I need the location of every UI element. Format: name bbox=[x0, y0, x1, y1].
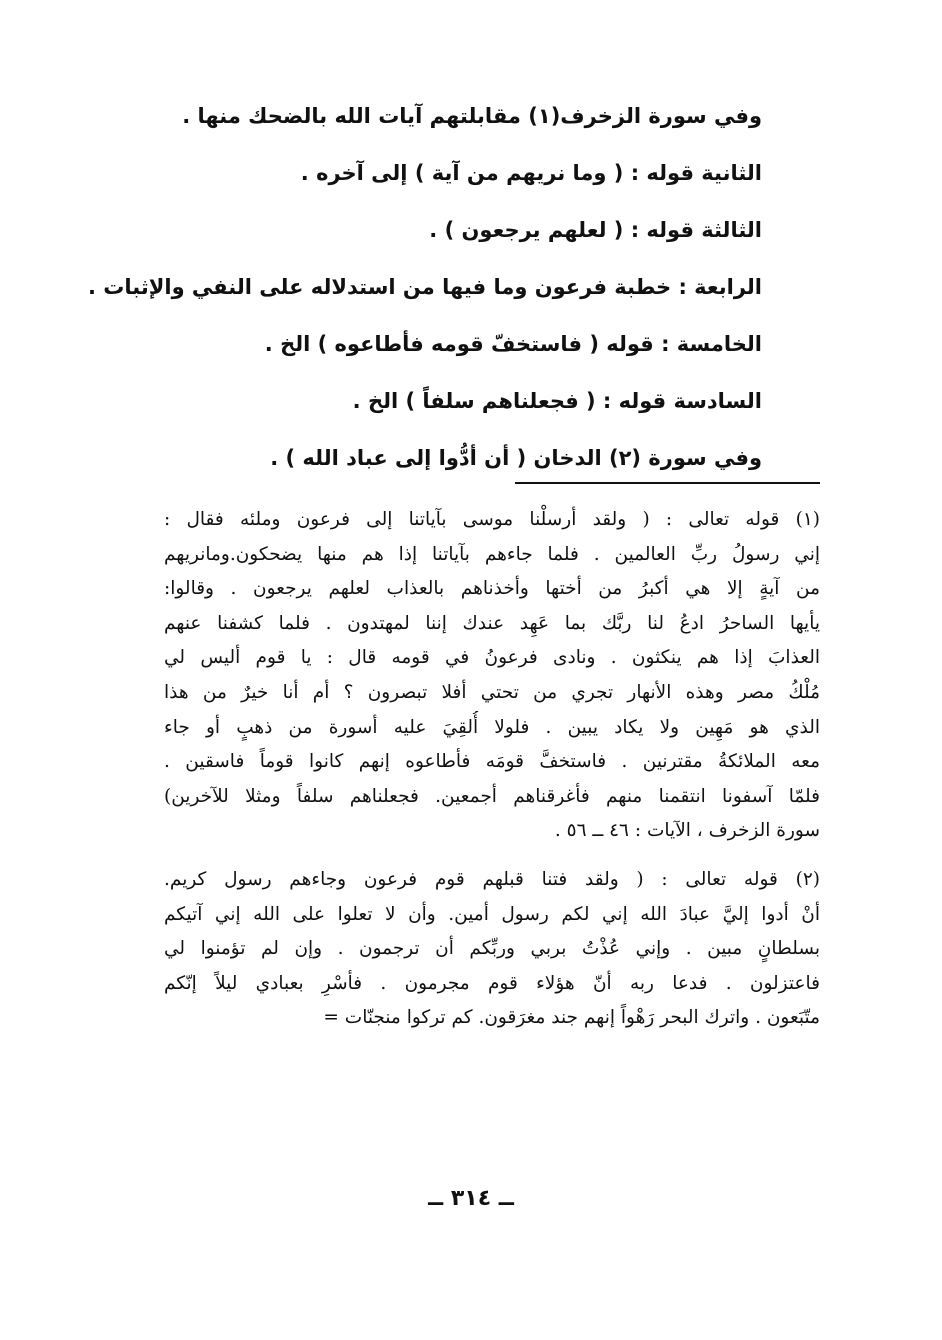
footnote-separator bbox=[515, 482, 820, 484]
footnote-line: من آيةٍ إلا هي أكبرُ من أختها وأخذناهم بالعذاب لعلهم يرجعون . وقالوا: bbox=[164, 578, 820, 600]
footnote-line: فاعتزلون . فدعا ربه أنّ هؤلاء قوم مجرمون . فأسْرِ بعبادي ليلاً إنّكم bbox=[164, 972, 820, 994]
footnote-2 bbox=[164, 863, 820, 1036]
footnote-line: سورة الزخرف ، الآيات : ٤٦ ــ ٥٦ . bbox=[554, 820, 820, 842]
footnote-line: معه الملائكةُ مقترنين . فاستخفَّ قومَه فأطاعوه إنهم كانوا قوماً فاسقين . bbox=[164, 751, 820, 773]
footnote-line: متّبَعون . واترك البحر رَهْواً إنهم جند مغرَقون. كم تركوا منجنّات = bbox=[323, 1007, 820, 1029]
footnote-1 bbox=[164, 503, 820, 849]
main-text-line: الخامسة : قوله ( فاستخفّ قومه فأطاعوه ) الخ . bbox=[264, 332, 762, 356]
footnote-line: إني رسولُ ربِّ العالمين . فلما جاءهم بآياتنا إذا هم منها يضحكون.ومانريهم bbox=[164, 543, 820, 565]
main-text-block bbox=[88, 88, 762, 487]
page-number: ــ ٣١٤ ــ bbox=[428, 1186, 514, 1211]
footnote-line: الذي هو مَهِين ولا يكاد يبين . فلولا أُلقِيَ عليه أسورة من ذهبٍ أو جاء bbox=[164, 716, 820, 738]
main-text-line: وفي سورة الزخرف(١) مقابلتهم آيات الله بالضحك منها . bbox=[182, 104, 762, 128]
footnote-line: مُلْكُ مصر وهذه الأنهار تجري من تحتي أفلا تبصرون ؟ أم أنا خيرٌ من هذا bbox=[164, 681, 820, 703]
footnote-line: العذابَ إذا هم ينكثون . ونادى فرعونُ في قومه قال : يا قوم أليس لي bbox=[164, 647, 820, 669]
footnote-line: يأيها الساحرُ ادعُ لنا ربَّك بما عَهِد عندك إننا لمهتدون . فلما كشفنا عنهم bbox=[164, 612, 820, 634]
main-text-line: السادسة قوله : ( فجعلناهم سلفاً ) الخ . bbox=[352, 389, 762, 413]
main-text-line: وفي سورة (٢) الدخان ( أن أدُّوا إلى عباد الله ) . bbox=[270, 446, 762, 470]
footnote-line: فلمّا آسفونا انتقمنا منهم فأغرقناهم أجمعين. فجعلناهم سلفاً ومثلا للآخرين) bbox=[164, 785, 820, 807]
footnote-line: (١) قوله تعالى : ( ولقد أرسلْنا موسى بآياتنا إلى فرعون وملئه فقال : bbox=[164, 509, 820, 530]
main-text-line: الثانية قوله : ( وما نريهم من آية ) إلى آخره . bbox=[300, 161, 762, 185]
main-text-line: الرابعة : خطبة فرعون وما فيها من استدلاله على النفي والإثبات . bbox=[88, 275, 762, 299]
footnote-line: أنْ أدوا إليَّ عبادَ الله إني لكم رسول أمين. وأن لا تعلوا على الله إني آتيكم bbox=[164, 903, 820, 925]
footnote-line: بسلطانٍ مبين . وإني عُذْتُ بربي وربِّكم أن ترجمون . وإن لم تؤمنوا لي bbox=[164, 938, 820, 960]
footnotes-block bbox=[164, 503, 820, 1050]
footnote-line: (٢) قوله تعالى : ( ولقد فتنا قبلهم قوم فرعون وجاءهم رسول كريم. bbox=[164, 868, 820, 890]
main-text-line: الثالثة قوله : ( لعلهم يرجعون ) . bbox=[429, 218, 762, 242]
